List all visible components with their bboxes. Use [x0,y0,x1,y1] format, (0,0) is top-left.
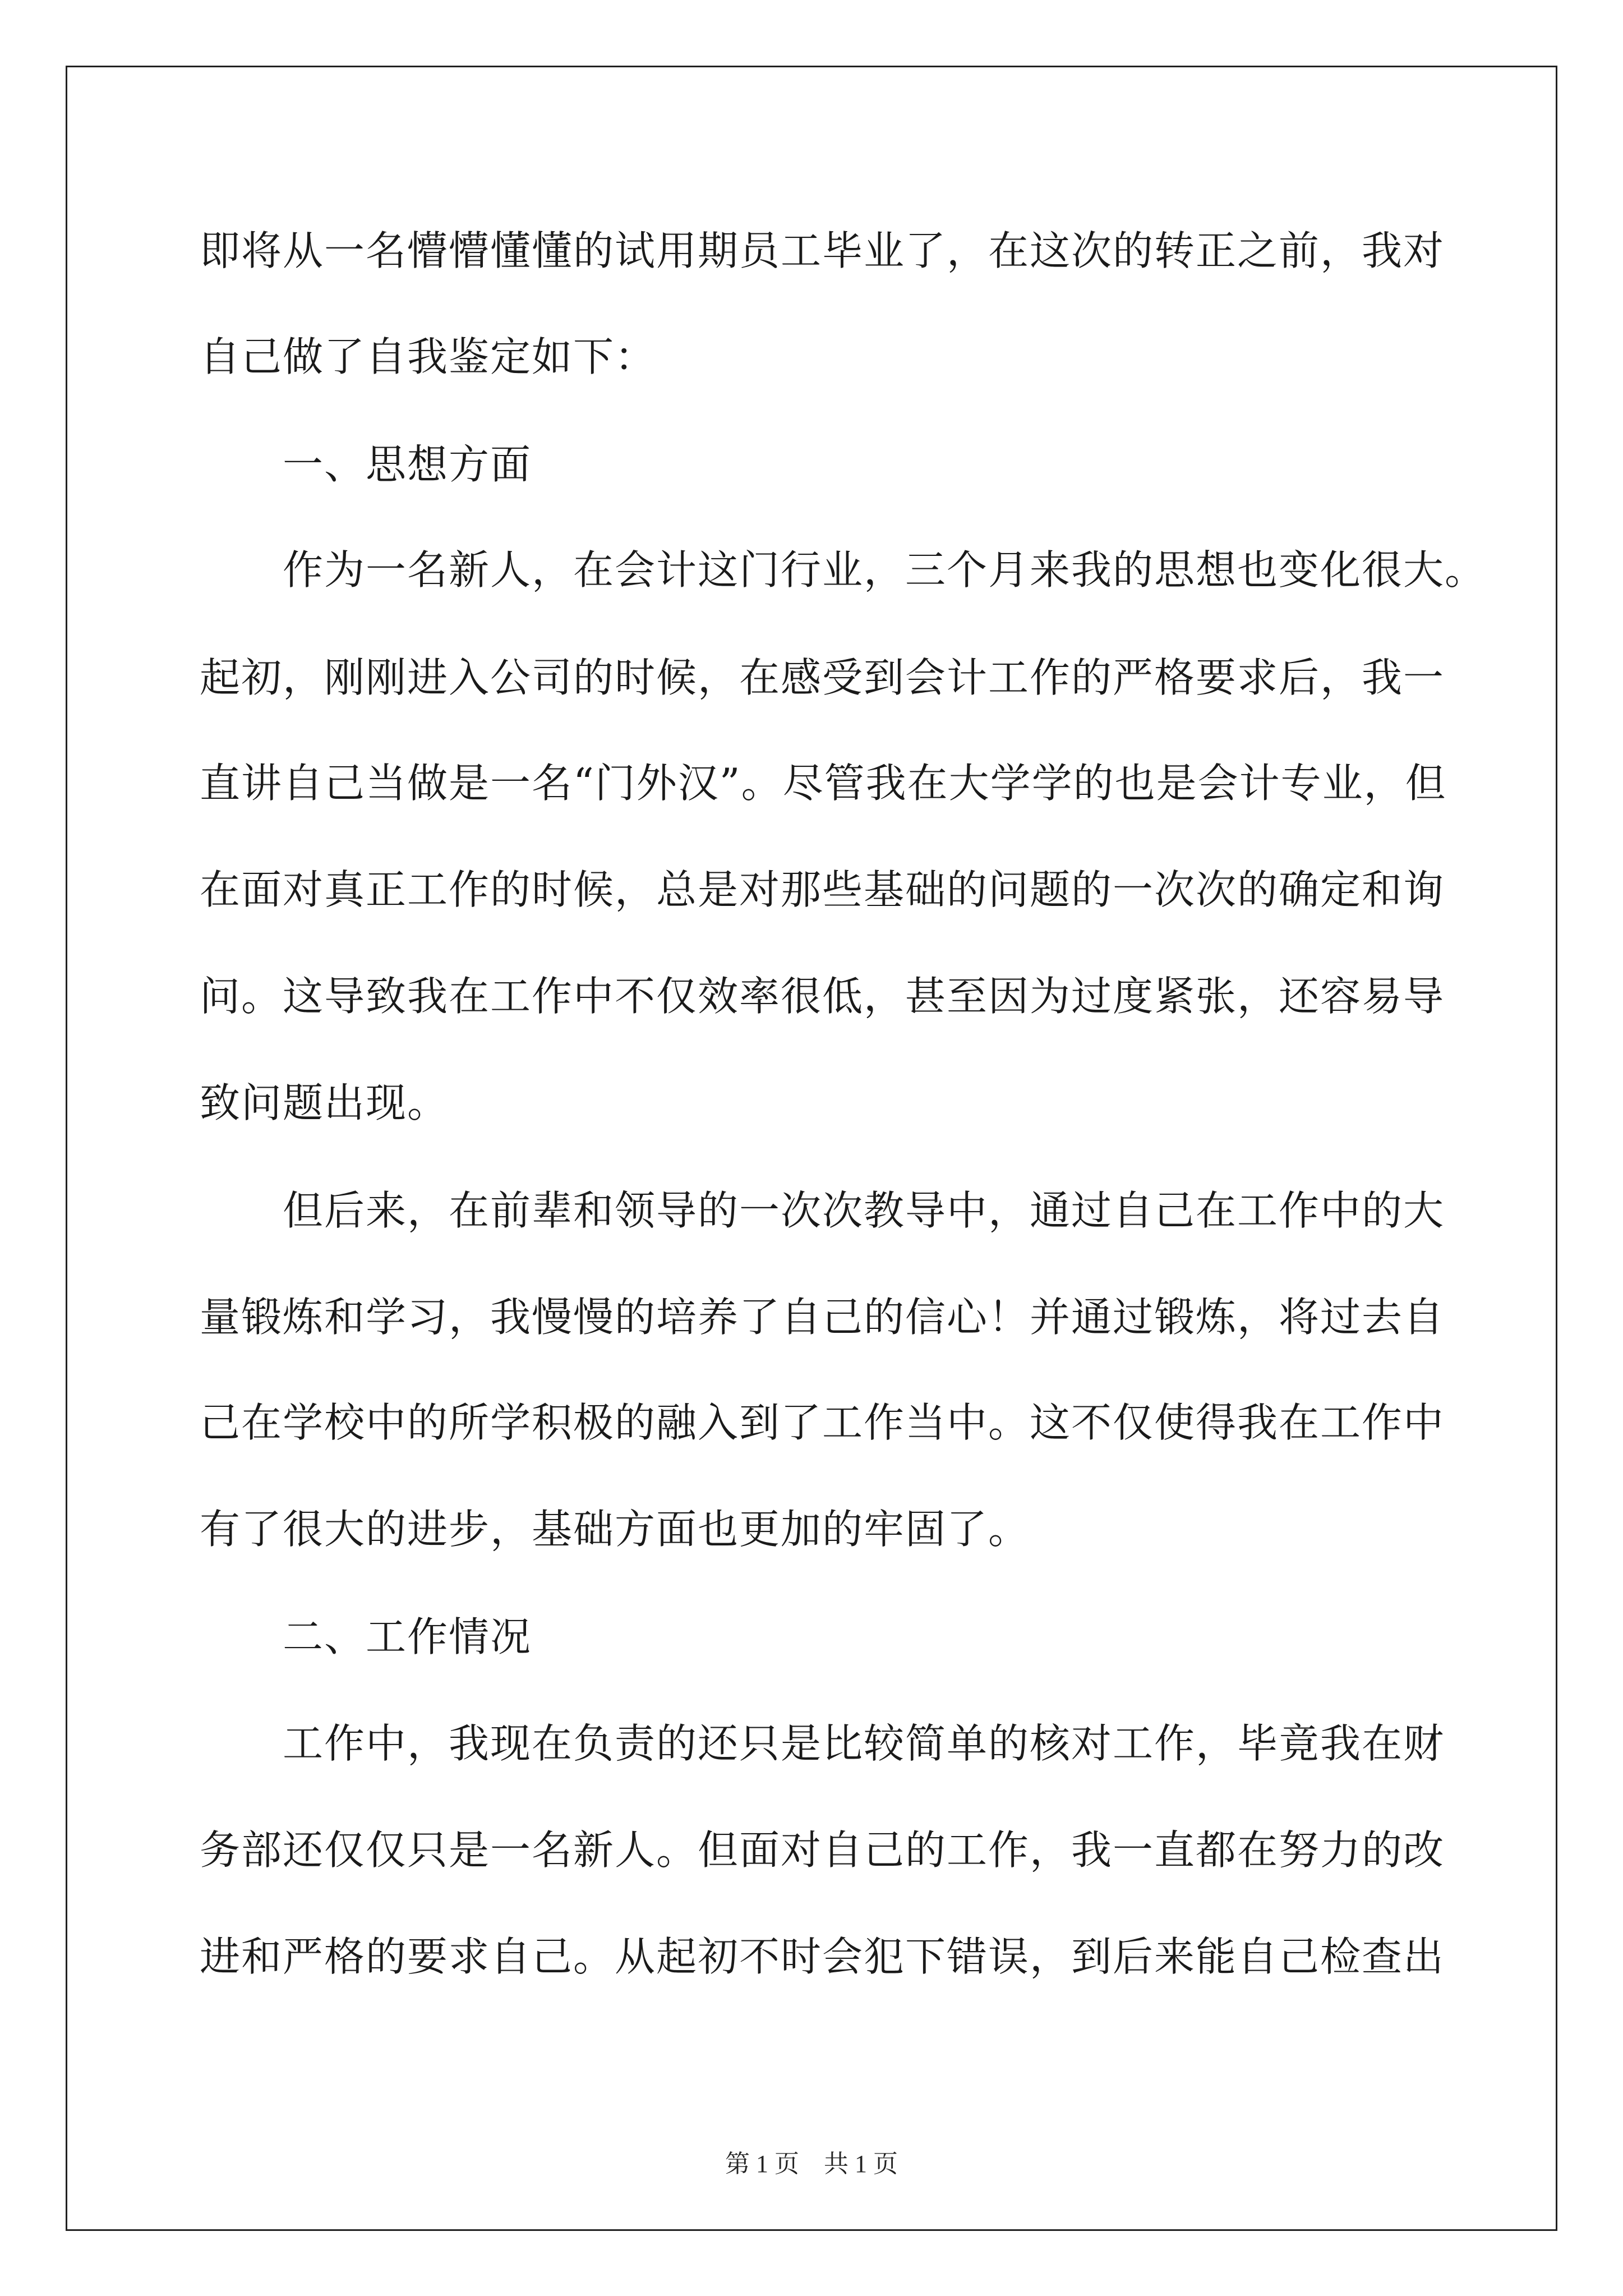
text-line: 起初，刚刚进入公司的时候，在感受到会计工作的严格要求后，我一 [200,654,1445,701]
text-line: 自己做了自我鉴定如下： [200,333,657,380]
text-line: 直讲自己当做是一名“门外汉”。尽管我在大学学的也是会计专业，但 [200,760,1447,807]
text-line: 己在学校中的所学积极的融入到了工作当中。这不仅使得我在工作中 [200,1399,1445,1446]
text-line: 有了很大的进步，基础方面也更加的牢固了。 [200,1506,1030,1553]
text-line: 即将从一名懵懵懂懂的试用期员工毕业了，在这次的转正之前，我对 [200,227,1445,274]
text-line: 进和严格的要求自己。从起初不时会犯下错误，到后来能自己检查出 [200,1933,1445,1980]
text-line: 但后来，在前辈和领导的一次次教导中，通过自己在工作中的大 [200,1187,1445,1234]
text-line: 工作中，我现在负责的还只是比较简单的核对工作，毕竟我在财 [200,1720,1445,1767]
text-line: 在面对真正工作的时候，总是对那些基础的问题的一次次的确定和询 [200,866,1445,913]
text-line: 问。这导致我在工作中不仅效率很低，甚至因为过度紧张，还容易导 [200,973,1445,1020]
section-heading: 一、思想方面 [200,441,532,488]
section-heading: 二、工作情况 [200,1613,532,1660]
text-line: 致问题出现。 [200,1079,449,1126]
text-line: 量锻炼和学习，我慢慢的培养了自己的信心！并通过锻炼，将过去自 [200,1294,1445,1341]
page-border [66,66,1557,2231]
page-number: 第 1 页 共 1 页 [725,2150,898,2178]
text-line: 作为一名新人，在会计这门行业，三个月来我的思想也变化很大。 [200,546,1487,593]
text-line: 务部还仅仅只是一名新人。但面对自己的工作，我一直都在努力的改 [200,1826,1445,1874]
